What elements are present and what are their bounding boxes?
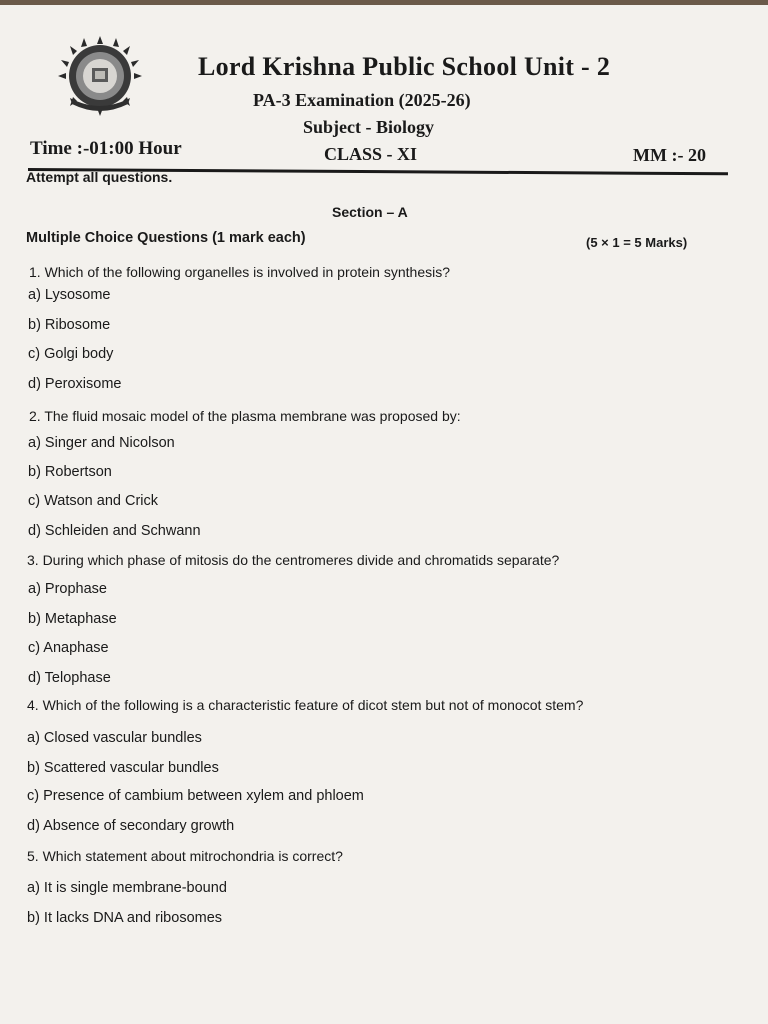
section-subtitle: Multiple Choice Questions (1 mark each): [26, 230, 306, 246]
option-4b: b) Scattered vascular bundles: [27, 760, 219, 776]
section-marks: (5 × 1 = 5 Marks): [586, 235, 688, 250]
question-3: 3. During which phase of mitosis do the centromeres divide and chromatids separate?: [27, 552, 560, 568]
school-logo-icon: [56, 34, 144, 118]
page-top-edge: [0, 0, 768, 5]
subject-label: Subject - Biology: [303, 117, 435, 137]
option-4d: d) Absence of secondary growth: [27, 818, 235, 834]
instructions: Attempt all questions.: [26, 169, 173, 185]
max-marks-label: MM :- 20: [633, 145, 706, 165]
option-3a: a) Prophase: [28, 581, 107, 597]
exam-title: PA-3 Examination (2025-26): [253, 90, 471, 110]
option-1a: a) Lysosome: [28, 287, 111, 303]
question-2: 2. The fluid mosaic model of the plasma membrane was proposed by:: [29, 408, 461, 424]
option-4c: c) Presence of cambium between xylem and phloem: [27, 788, 364, 804]
option-3b: b) Metaphase: [28, 611, 117, 627]
option-1d: d) Peroxisome: [28, 376, 122, 392]
option-2b: b) Robertson: [28, 464, 112, 480]
option-1c: c) Golgi body: [28, 346, 114, 362]
question-4: 4. Which of the following is a characteristic feature of dicot stem but not of monocot stem?: [27, 697, 584, 713]
option-2a: a) Singer and Nicolson: [28, 435, 175, 451]
option-5a: a) It is single membrane-bound: [27, 880, 227, 896]
option-1b: b) Ribosome: [28, 317, 111, 333]
option-3c: c) Anaphase: [28, 640, 109, 656]
school-name: Lord Krishna Public School Unit - 2: [198, 52, 611, 81]
option-3d: d) Telophase: [28, 670, 111, 686]
class-label: CLASS - XI: [324, 144, 418, 164]
question-1: 1. Which of the following organelles is involved in protein synthesis?: [29, 264, 451, 280]
section-title: Section – A: [332, 204, 408, 220]
time-label: Time :-01:00 Hour: [30, 138, 182, 159]
question-5: 5. Which statement about mitrochondria is correct?: [27, 848, 343, 864]
option-4a: a) Closed vascular bundles: [27, 730, 202, 746]
option-2d: d) Schleiden and Schwann: [28, 523, 201, 539]
option-5b: b) It lacks DNA and ribosomes: [27, 910, 223, 926]
option-2c: c) Watson and Crick: [28, 493, 158, 509]
